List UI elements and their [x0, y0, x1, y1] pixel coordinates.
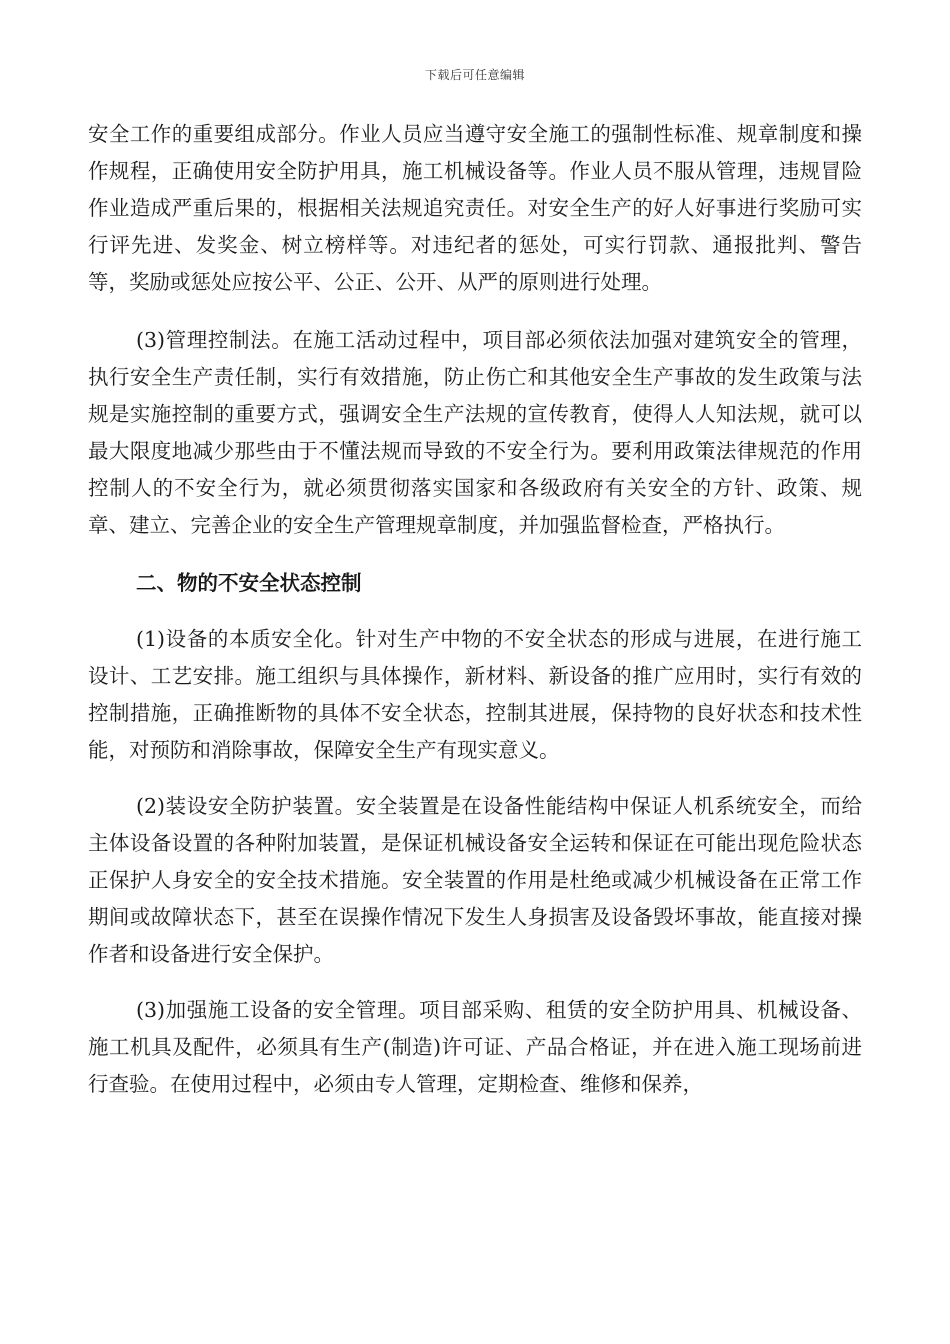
- paragraph-protective-devices: (2)装设安全防护装置。安全装置是在设备性能结构中保证人机系统安全，而给主体设备设置的各种附加装置，是保证机械设备安全运转和保证在可能出现危险状态正保护人身安全的安全技术措施。安全装置的作用是杜绝或减少机械设备在正常工作期间或故障状态下，甚至在误操作情况下发生人身损害及设备毁坏事故，能直接对操作者和设备进行安全保护。: [88, 794, 862, 966]
- paragraph-equipment-management: (3)加强施工设备的安全管理。项目部采购、租赁的安全防护用具、机械设备、施工机具及配件，必须具有生产(制造)许可证、产品合格证，并在进入施工现场前进行查验。在使用过程中，必须由专人管理，定期检查、维修和保养，: [88, 998, 862, 1096]
- document-body: [88, 116, 862, 1103]
- page-header-note: 下载后可任意编辑: [424, 68, 525, 82]
- paragraph-equipment-safety: (1)设备的本质安全化。针对生产中物的不安全状态的形成与进展，在进行施工设计、工艺安排。施工组织与具体操作，新材料、新设备的推广应用时，实行有效的控制措施，正确推断物的具体不安全状态，控制其进展，保持物的良好状态和技术性能，对预防和消除事故，保障安全生产有现实意义。: [88, 627, 862, 762]
- paragraph-management-control: (3)管理控制法。在施工活动过程中，项目部必须依法加强对建筑安全的管理，执行安全生产责任制，实行有效措施，防止伤亡和其他安全生产事故的发生政策与法规是实施控制的重要方式，强调安全生产法规的宣传教育，使得人人知法规，就可以最大限度地减少那些由于不懂法规而导致的不安全行为。要利用政策法律规范的作用控制人的不安全行为，就必须贯彻落实国家和各级政府有关安全的方针、政策、规章、建立、完善企业的安全生产管理规章制度，并加强监督检查，严格执行。: [88, 328, 862, 537]
- paragraph-safety-responsibility: 安全工作的重要组成部分。作业人员应当遵守安全施工的强制性标准、规章制度和操作规程，正确使用安全防护用具，施工机械设备等。作业人员不服从管理，违规冒险作业造成严重后果的，根据相关法规追究责任。对安全生产的好人好事进行奖励可实行评先进、发奖金、树立榜样等。对违纪者的惩处，可实行罚款、通报批判、警告等，奖励或惩处应按公平、公正、公开、从严的原则进行处理。: [88, 122, 862, 294]
- section-heading: 二、物的不安全状态控制: [136, 571, 362, 595]
